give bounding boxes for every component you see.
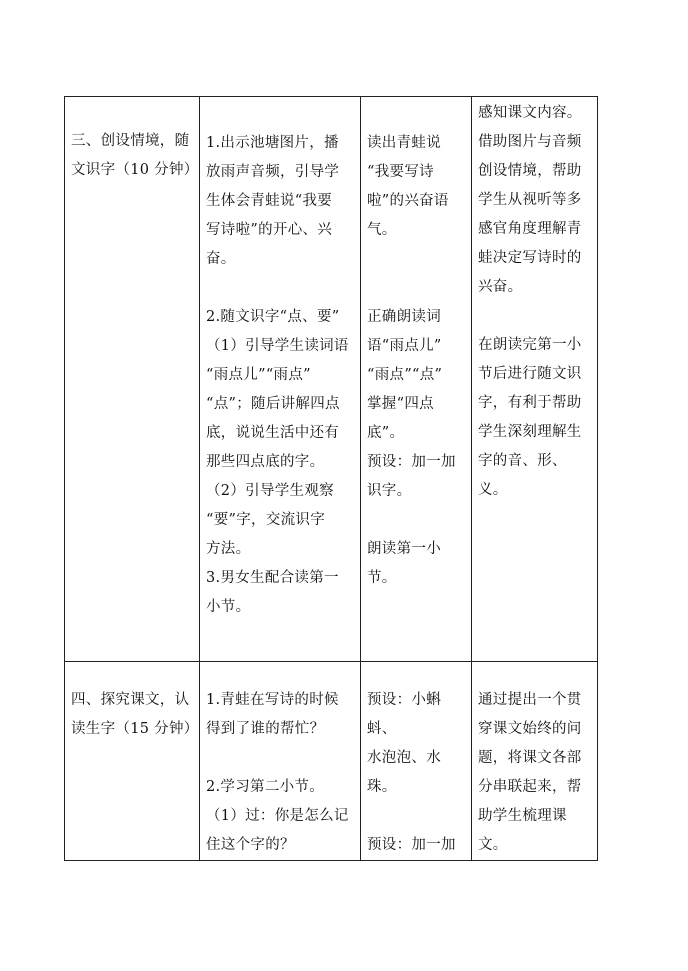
text-line: （1）过：你是怎么记 <box>206 808 349 824</box>
text-line: 朗读第一小 <box>367 541 441 557</box>
text-line: 学生深刻理解生 <box>478 424 582 440</box>
student-activity-cell <box>361 97 472 662</box>
text-line: 生体会青蛙说“我要 <box>206 193 333 209</box>
text-line: “点”；随后讲解四点 <box>206 396 340 412</box>
text-line: 小节。 <box>206 599 251 615</box>
text-line: 读生字（15 分钟） <box>71 721 199 737</box>
text-line: 节。 <box>367 570 397 586</box>
text-line: 文识字（10 分钟） <box>71 162 199 178</box>
text-line: （1）引导学生读词语 <box>206 338 349 354</box>
spacer-line <box>478 302 594 331</box>
text-line: 读出青蛙说 <box>367 135 441 151</box>
text-line: 感知课文内容。 <box>478 105 582 121</box>
text-line: 穿课文始终的问 <box>478 721 582 737</box>
text-line: 借助图片与音频 <box>478 134 582 150</box>
text-line: 感官角度理解青 <box>478 221 582 237</box>
text-line: “雨点”“点” <box>367 367 443 383</box>
text-line: 识字。 <box>367 483 412 499</box>
text-line: “我要写诗 <box>367 164 434 180</box>
text-line: 2.随文识字“点、要” <box>206 309 340 325</box>
teacher-activity-cell <box>200 662 361 861</box>
text-line: 3.男女生配合读第一 <box>206 570 339 586</box>
text-line: 底，说说生活中还有 <box>206 425 340 441</box>
text-line: 奋。 <box>206 251 236 267</box>
text-line: 住这个字的？ <box>206 837 295 853</box>
text-line: 预设：加一加 <box>367 454 456 470</box>
text-line: 啦”的兴奋语 <box>367 193 449 209</box>
text-line: 预设：小蝌蚪、 <box>367 692 441 737</box>
text-line: 2.学习第二小节。 <box>206 779 325 795</box>
text-line: （2）引导学生观察 <box>206 483 334 499</box>
text-line: 分串联起来，帮 <box>478 779 582 795</box>
text-line: 在朗读完第一小 <box>478 337 582 353</box>
text-line: 字的音、形、义。 <box>478 453 567 498</box>
text-line: 得到了谁的帮忙？ <box>206 721 325 737</box>
text-line: 放雨声音频，引导学 <box>206 164 340 180</box>
text-line: 创设情境，帮助 <box>478 163 582 179</box>
text-line: 掌握“四点 <box>367 396 434 412</box>
text-line: 语“雨点儿” <box>367 338 442 354</box>
design-intent-cell <box>472 662 598 861</box>
text-line: 1.青蛙在写诗的时候 <box>206 692 339 708</box>
text-line: 节后进行随文识 <box>478 366 582 382</box>
text-line: 气。 <box>367 222 397 238</box>
text-line: 水泡泡、水珠。 <box>367 750 441 795</box>
text-line: 兴奋。 <box>478 279 523 295</box>
text-line: 四、探究课文，认 <box>71 692 190 708</box>
text-line: 蛙决定写诗时的 <box>478 250 582 266</box>
text-line: 那些四点底的字。 <box>206 454 325 470</box>
spacer-line <box>367 274 468 303</box>
text-line: 学生从视听等多 <box>478 192 582 208</box>
text-line: 三、创设情境，随 <box>71 133 190 149</box>
text-line: 正确朗读词 <box>367 309 441 325</box>
spacer-line <box>367 802 468 831</box>
table-row <box>65 97 598 662</box>
lesson-plan-table <box>64 96 598 861</box>
text-line: 写诗啦”的开心、兴 <box>206 222 333 238</box>
table-row <box>65 662 598 861</box>
spacer-line <box>367 506 468 535</box>
text-line: 助学生梳理课文。 <box>478 808 567 853</box>
text-line: “雨点儿”“雨点” <box>206 367 311 383</box>
text-line: 方法。 <box>206 541 251 557</box>
spacer-line <box>206 274 357 303</box>
text-line: 1.出示池塘图片，播 <box>206 135 339 151</box>
stage-cell <box>65 97 200 662</box>
text-line: “要”字，交流识字 <box>206 512 326 528</box>
text-line: 题，将课文各部 <box>478 750 582 766</box>
spacer-line <box>367 245 468 274</box>
text-line: 底”。 <box>367 425 405 441</box>
student-activity-cell <box>361 662 472 861</box>
text-line: 预设：加一加 <box>367 837 456 853</box>
spacer-line <box>206 744 357 773</box>
design-intent-cell <box>472 97 598 662</box>
text-line: 通过提出一个贯 <box>478 692 582 708</box>
text-line: 字，有利于帮助 <box>478 395 582 411</box>
stage-cell <box>65 662 200 861</box>
teacher-activity-cell <box>200 97 361 662</box>
